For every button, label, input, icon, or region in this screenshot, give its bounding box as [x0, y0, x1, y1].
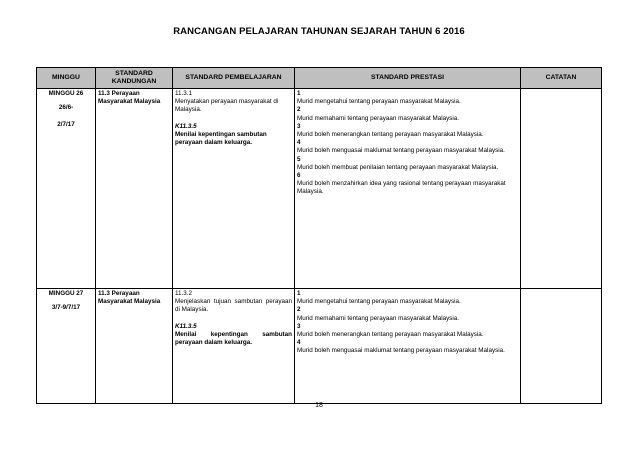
page-title: RANCANGAN PELAJARAN TAHUNAN SEJARAH TAHUN 6 2016 [173, 26, 465, 37]
standard-kandungan-cell: 11.3 Perayaan Masyarakat Malaysia [96, 89, 173, 289]
standard-pembelajaran-cell [173, 89, 295, 289]
prestasi-level: 4 [297, 339, 301, 347]
prestasi-desc: Murid boleh menzahirkan idea yang rasional tentang perayaan masyarakat Malaysia. [297, 180, 506, 196]
prestasi-level: 2 [297, 306, 301, 314]
kbat-code: K11.3.5 [175, 122, 197, 130]
header-standard-prestasi: STANDARD PRESTASI [295, 68, 521, 89]
table-header-row [37, 68, 602, 89]
prestasi-desc: Murid boleh menguasai maklumat tentang perayaan masyarakat Malaysia. [297, 147, 505, 155]
kbat-text: Menilai kepentingan sambutan perayaan dalam keluarga. [175, 330, 292, 347]
lesson-plan-table [36, 67, 602, 404]
week-dates: 3/7-9/7/17 [51, 304, 81, 312]
week-number: MINGGU 27 [48, 290, 84, 297]
prestasi-desc: Murid memahami tentang perayaan masyarakat Malaysia. [297, 114, 460, 122]
catatan-cell [521, 289, 602, 404]
catatan-cell [521, 89, 602, 289]
prestasi-level: 4 [297, 139, 301, 147]
prestasi-desc: Murid boleh menerangkan tentang perayaan masyarakat Malaysia. [297, 331, 484, 339]
week-number: MINGGU 26 [48, 90, 84, 97]
prestasi-level: 1 [297, 90, 301, 97]
standard-prestasi-cell [295, 89, 521, 289]
prestasi-desc: Murid mengetahui tentang perayaan masyarakat Malaysia. [297, 298, 461, 306]
prestasi-desc: Murid boleh menerangkan tentang perayaan masyarakat Malaysia. [297, 131, 484, 139]
prestasi-level: 1 [297, 290, 301, 297]
header-minggu: MINGGU [37, 68, 96, 89]
header-standard-kandungan: STANDARD KANDUNGAN [96, 68, 173, 89]
prestasi-level: 5 [297, 155, 301, 163]
week-cell [37, 89, 96, 289]
prestasi-desc: Murid boleh membuat penilaian tentang perayaan masyarakat Malaysia. [297, 163, 499, 171]
kbat-text: Menilai kepentingan sambutan perayaan dalam keluarga. [175, 130, 267, 147]
page-number: 18 [315, 402, 323, 409]
prestasi-level: 3 [297, 122, 301, 130]
table-row [37, 289, 602, 404]
week-dates: 26/6- 2/7/17 [57, 104, 75, 128]
prestasi-desc: Murid boleh menguasai maklumat tentang perayaan masyarakat Malaysia. [297, 347, 505, 355]
header-catatan: CATATAN [521, 68, 602, 89]
week-cell [37, 289, 96, 404]
header-standard-pembelajaran: STANDARD PEMBELAJARAN [173, 68, 295, 89]
standard-kandungan-cell: 11.3 Perayaan Masyarakat Malaysia [96, 289, 173, 404]
pembelajaran-text: Menjelaskan tujuan sambutan perayaan di Malaysia. [175, 298, 292, 314]
standard-pembelajaran-cell [173, 289, 295, 404]
prestasi-level: 2 [297, 106, 301, 114]
pembelajaran-text: Menyatakan perayaan masyarakat di Malaysia. [175, 98, 279, 114]
prestasi-level: 3 [297, 322, 301, 330]
kbat-code: K11.3.5 [175, 322, 197, 330]
table-row [37, 89, 602, 289]
prestasi-desc: Murid mengetahui tentang perayaan masyarakat Malaysia. [297, 98, 461, 106]
pembelajaran-code: 11.3.2 [175, 290, 193, 297]
standard-prestasi-cell [295, 289, 521, 404]
prestasi-level: 6 [297, 172, 301, 180]
pembelajaran-code: 11.3.1 [175, 90, 193, 97]
prestasi-desc: Murid memahami tentang perayaan masyarakat Malaysia. [297, 314, 460, 322]
